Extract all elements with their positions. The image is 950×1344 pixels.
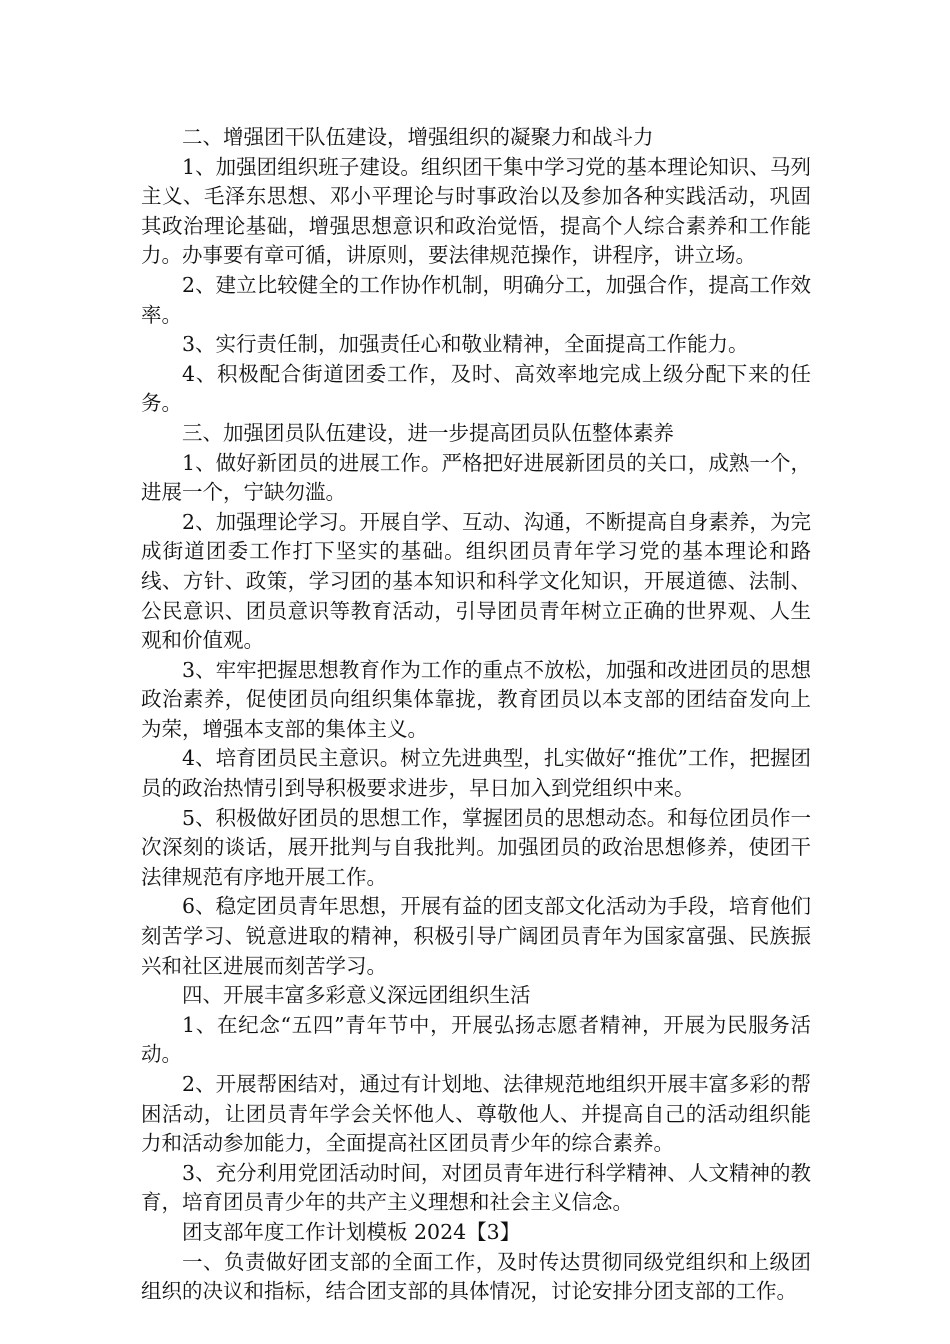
paragraph-4-1: 1、在纪念“五四”青年节中，开展弘扬志愿者精神，开展为民服务活动。 xyxy=(141,1012,811,1067)
paragraph-2-2: 2、建立比较健全的工作协作机制，明确分工，加强合作，提高工作效率。 xyxy=(141,272,811,327)
paragraph-4-3: 3、充分利用党团活动时间，对团员青年进行科学精神、人文精神的教育，培育团员青少年的共产主义理想和社会主义信念。 xyxy=(141,1160,811,1215)
paragraph-3-4: 4、培育团员民主意识。树立先进典型，扎实做好“推优”工作，把握团员的政治热情引到导积极要求进步，早日加入到党组织中来。 xyxy=(141,746,811,801)
paragraph-2-1: 1、加强团组织班子建设。组织团干集中学习党的基本理论知识、马列主义、毛泽东思想、邓小平理论与时事政治以及参加各种实践活动，巩固其政治理论基础，增强思想意识和政治觉悟，提高个人综合素养和工作能力。办事要有章可循，讲原则，要法律规范操作，讲程序，讲立场。 xyxy=(141,154,811,268)
paragraph-template-1: 一、负责做好团支部的全面工作，及时传达贯彻同级党组织和上级团组织的决议和指标，结合团支部的具体情况，讨论安排分团支部的工作。 xyxy=(141,1249,811,1304)
paragraph-2-3: 3、实行责任制，加强责任心和敬业精神，全面提高工作能力。 xyxy=(182,332,749,357)
paragraph-3-3: 3、牢牢把握思想教育作为工作的重点不放松，加强和改进团员的思想政治素养，促使团员向组织集体靠拢，教育团员以本支部的团结奋发向上为荣，增强本支部的集体主义。 xyxy=(141,657,811,741)
document-body xyxy=(141,123,811,1307)
template-title: 团支部年度工作计划模板 2024【3】 xyxy=(182,1219,521,1244)
paragraph-3-1: 1、做好新团员的进展工作。严格把好进展新团员的关口，成熟一个，进展一个，宁缺勿滥。 xyxy=(141,450,811,505)
section-heading-2: 二、增强团干队伍建设，增强组织的凝聚力和战斗力 xyxy=(182,125,654,149)
paragraph-3-2: 2、加强理论学习。开展自学、互动、沟通，不断提高自身素养，为完成街道团委工作打下坚实的基础。组织团员青年学习党的基本理论和路线、方针、政策，学习团的基本知识和科学文化知识，开展道德、法制、公民意识、团员意识等教育活动，引导团员青年树立正确的世界观、人生观和价值观。 xyxy=(141,509,811,653)
paragraph-2-4: 4、积极配合街道团委工作，及时、高效率地完成上级分配下来的任务。 xyxy=(141,361,811,416)
paragraph-3-6: 6、稳定团员青年思想，开展有益的团支部文化活动为手段，培育他们刻苦学习、锐意进取的精神，积极引导广阔团员青年为国家富强、民族振兴和社区进展而刻苦学习。 xyxy=(141,894,811,978)
section-heading-4: 四、开展丰富多彩意义深远团组织生活 xyxy=(182,983,531,1008)
paragraph-4-2: 2、开展帮困结对，通过有计划地、法律规范地组织开展丰富多彩的帮困活动，让团员青年学会关怀他人、尊敬他人、并提高自己的活动组织能力和活动参加能力，全面提高社区团员青少年的综合素养。 xyxy=(141,1072,811,1156)
paragraph-3-5: 5、积极做好团员的思想工作，掌握团员的思想动态。和每位团员作一次深刻的谈话，展开批判与自我批判。加强团员的政治思想修养，使团干法律规范有序地开展工作。 xyxy=(141,805,811,889)
section-heading-3: 三、加强团员队伍建设，进一步提高团员队伍整体素养 xyxy=(182,420,674,445)
